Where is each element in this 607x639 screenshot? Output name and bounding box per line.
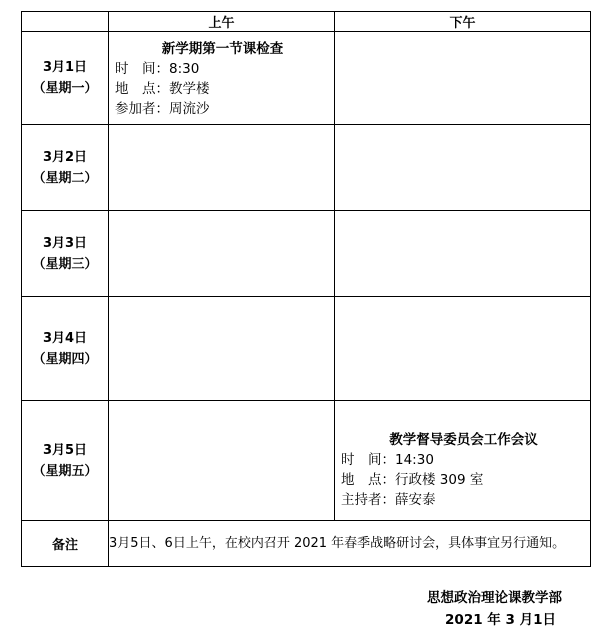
event-block — [335, 412, 590, 510]
event-host: 主持者：薛安泰 — [341, 491, 436, 508]
event-time: 时 间：14:30 — [341, 451, 434, 468]
day-row-3 — [22, 211, 591, 297]
day-row-2 — [22, 125, 591, 211]
pm-cell-1 — [335, 32, 591, 125]
event-title: 教学督导委员会工作会议 — [389, 431, 538, 448]
day-weekday: （星期二） — [32, 170, 98, 186]
am-cell-1 — [109, 32, 335, 125]
note-label: 备注 — [22, 521, 109, 567]
pm-cell-2 — [335, 125, 591, 211]
corner-header — [22, 12, 109, 32]
pm-cell-4 — [335, 297, 591, 401]
day-label-1 — [22, 32, 109, 125]
day-label-2 — [22, 125, 109, 211]
signature-date: 2021 年 3 月1日 — [445, 612, 556, 628]
event-participants: 参加者：周流沙 — [115, 101, 210, 117]
event-location: 地 点：教学楼 — [115, 81, 210, 97]
day-weekday: （星期五） — [32, 463, 98, 479]
day-weekday: （星期三） — [32, 256, 98, 272]
day-row-1 — [22, 32, 591, 125]
pm-header: 下午 — [335, 12, 591, 32]
day-label-3 — [22, 211, 109, 297]
weekly-schedule-table — [21, 11, 591, 567]
am-cell-5 — [109, 401, 335, 521]
event-block — [109, 37, 334, 119]
event-time: 时 间：8:30 — [115, 61, 200, 77]
day-label-4 — [22, 297, 109, 401]
day-weekday: （星期四） — [32, 351, 98, 367]
pm-cell-5 — [335, 401, 591, 521]
day-row-4 — [22, 297, 591, 401]
day-date: 3月1日 — [42, 60, 88, 75]
note-row — [22, 521, 591, 567]
event-location: 地 点：行政楼 309 室 — [341, 471, 484, 488]
am-cell-4 — [109, 297, 335, 401]
event-title: 新学期第一节课检查 — [161, 41, 284, 57]
header-row — [22, 12, 591, 32]
am-cell-2 — [109, 125, 335, 211]
pm-cell-3 — [335, 211, 591, 297]
day-row-5 — [22, 401, 591, 521]
day-label-5 — [22, 401, 109, 521]
day-date: 3月3日 — [42, 235, 88, 251]
am-cell-3 — [109, 211, 335, 297]
day-date: 3月2日 — [42, 149, 88, 165]
am-header: 上午 — [109, 12, 335, 32]
note-text: 3月5日、6日上午，在校内召开 2021 年春季战略研讨会，具体事宜另行通知。 — [109, 521, 591, 567]
day-weekday: （星期一） — [32, 81, 98, 96]
day-date: 3月5日 — [42, 442, 88, 458]
day-date: 3月4日 — [42, 330, 88, 346]
signature-department: 思想政治理论课教学部 — [427, 590, 562, 606]
